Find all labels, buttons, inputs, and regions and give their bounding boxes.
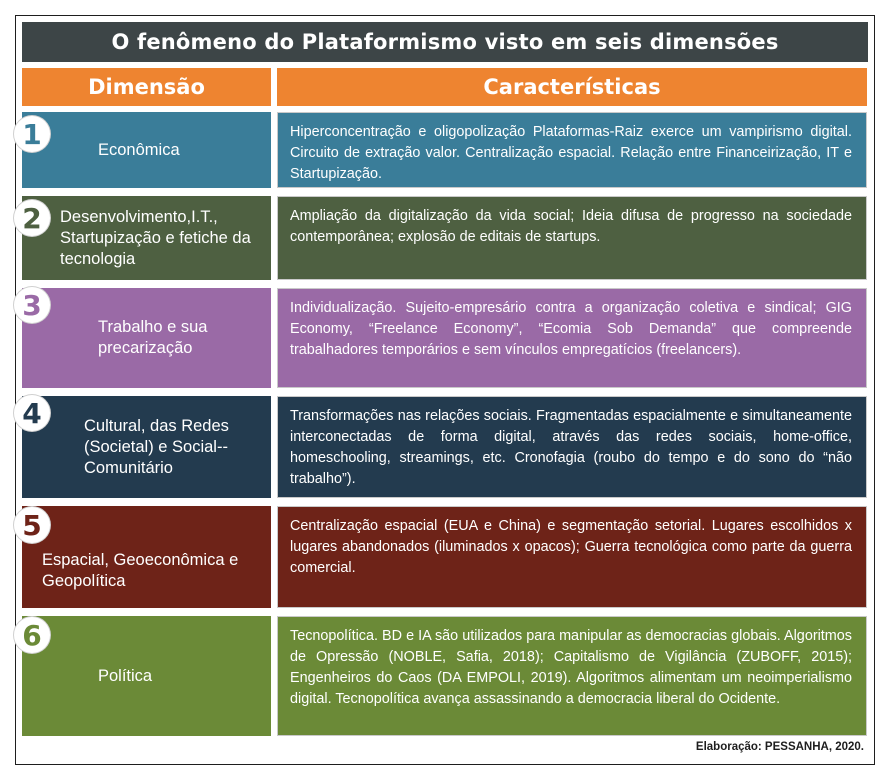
characteristics-text: Transformações nas relações sociais. Fragmentadas espacialmente e simultaneamente interconectadas de forma digital, através das redes sociais, home-office, homeschooling, streamings, etc. Cronofagia (roubo do tempo e do sono do “não trabalho”). — [290, 408, 852, 487]
row-number-badge: 6 — [14, 617, 50, 653]
characteristics-cell-trabalho — [277, 288, 867, 388]
dimension-cell-trabalho — [22, 288, 271, 388]
characteristics-cell-cultural — [277, 396, 867, 498]
dimension-label: Política — [98, 666, 153, 685]
characteristics-text: Ampliação da digitalização da vida social; Ideia difusa de progresso na sociedade contemporânea; explosão de editais de startups. — [290, 208, 852, 245]
dimension-cell-cultural — [22, 396, 271, 498]
dimension-cell-economica — [22, 112, 271, 188]
dimension-label: Econômica — [98, 140, 180, 159]
dimension-label: Espacial, Geoeconômica e Geopolítica — [42, 551, 239, 590]
source-caption: Elaboração: PESSANHA, 2020. — [695, 741, 864, 753]
row-number-badge: 5 — [14, 507, 50, 543]
dimension-label: Desenvolvimento,I.T., Startupização e fetiche da tecnologia — [60, 207, 251, 268]
header-dimension: Dimensão — [22, 68, 271, 106]
characteristics-cell-politica — [277, 616, 867, 736]
dimension-cell-desenvolvimento — [22, 196, 271, 280]
characteristics-text: Hiperconcentração e oligopolização Plataformas-Raiz exerce um vampirismo digital. Circuito de extração valor. Centralização espacial. Relação entre Financeirização, IT e Startupização. — [290, 124, 852, 182]
characteristics-text: Individualização. Sujeito-empresário contra a organização coletiva e sindical; GIG Economy, “Freelance Economy”, “Ecomia Sob Demanda” que compreende trabalhadores temporários e sem vínculos empregatícios (freelancers). — [290, 300, 852, 358]
dimension-cell-politica — [22, 616, 271, 736]
dimension-label: Trabalho e sua precarização — [98, 318, 208, 357]
characteristics-cell-economica — [277, 112, 867, 188]
header-characteristics: Características — [277, 68, 867, 106]
characteristics-cell-espacial — [277, 506, 867, 608]
row-number-badge: 1 — [14, 116, 50, 152]
table-title: O fenômeno do Plataformismo visto em seis dimensões — [22, 22, 868, 62]
dimension-label: Cultural, das Redes (Societal) e Social--Comunitário — [84, 416, 229, 477]
dimension-cell-espacial — [22, 506, 271, 608]
row-number-badge: 2 — [14, 200, 50, 236]
characteristics-cell-desenvolvimento — [277, 196, 867, 280]
characteristics-text: Tecnopolítica. BD e IA são utilizados para manipular as democracias globais. Algoritmos de Opressão (NOBLE, Safia, 2018); Capitalismo de Vigilância (ZUBOFF, 2015); Engenheiros do Caos (DA EMPOLI, 2019). Algoritmos alimentam um neoimperialismo digital. Tecnopolítica avança assassinando a democracia liberal do Ocidente. — [290, 628, 852, 707]
row-number-badge: 4 — [14, 395, 50, 431]
row-number-badge: 3 — [14, 287, 50, 323]
characteristics-text: Centralização espacial (EUA e China) e segmentação setorial. Lugares escolhidos x lugares abandonados (iluminados x opacos); Guerra tecnológica como parte da guerra comercial. — [290, 518, 852, 576]
